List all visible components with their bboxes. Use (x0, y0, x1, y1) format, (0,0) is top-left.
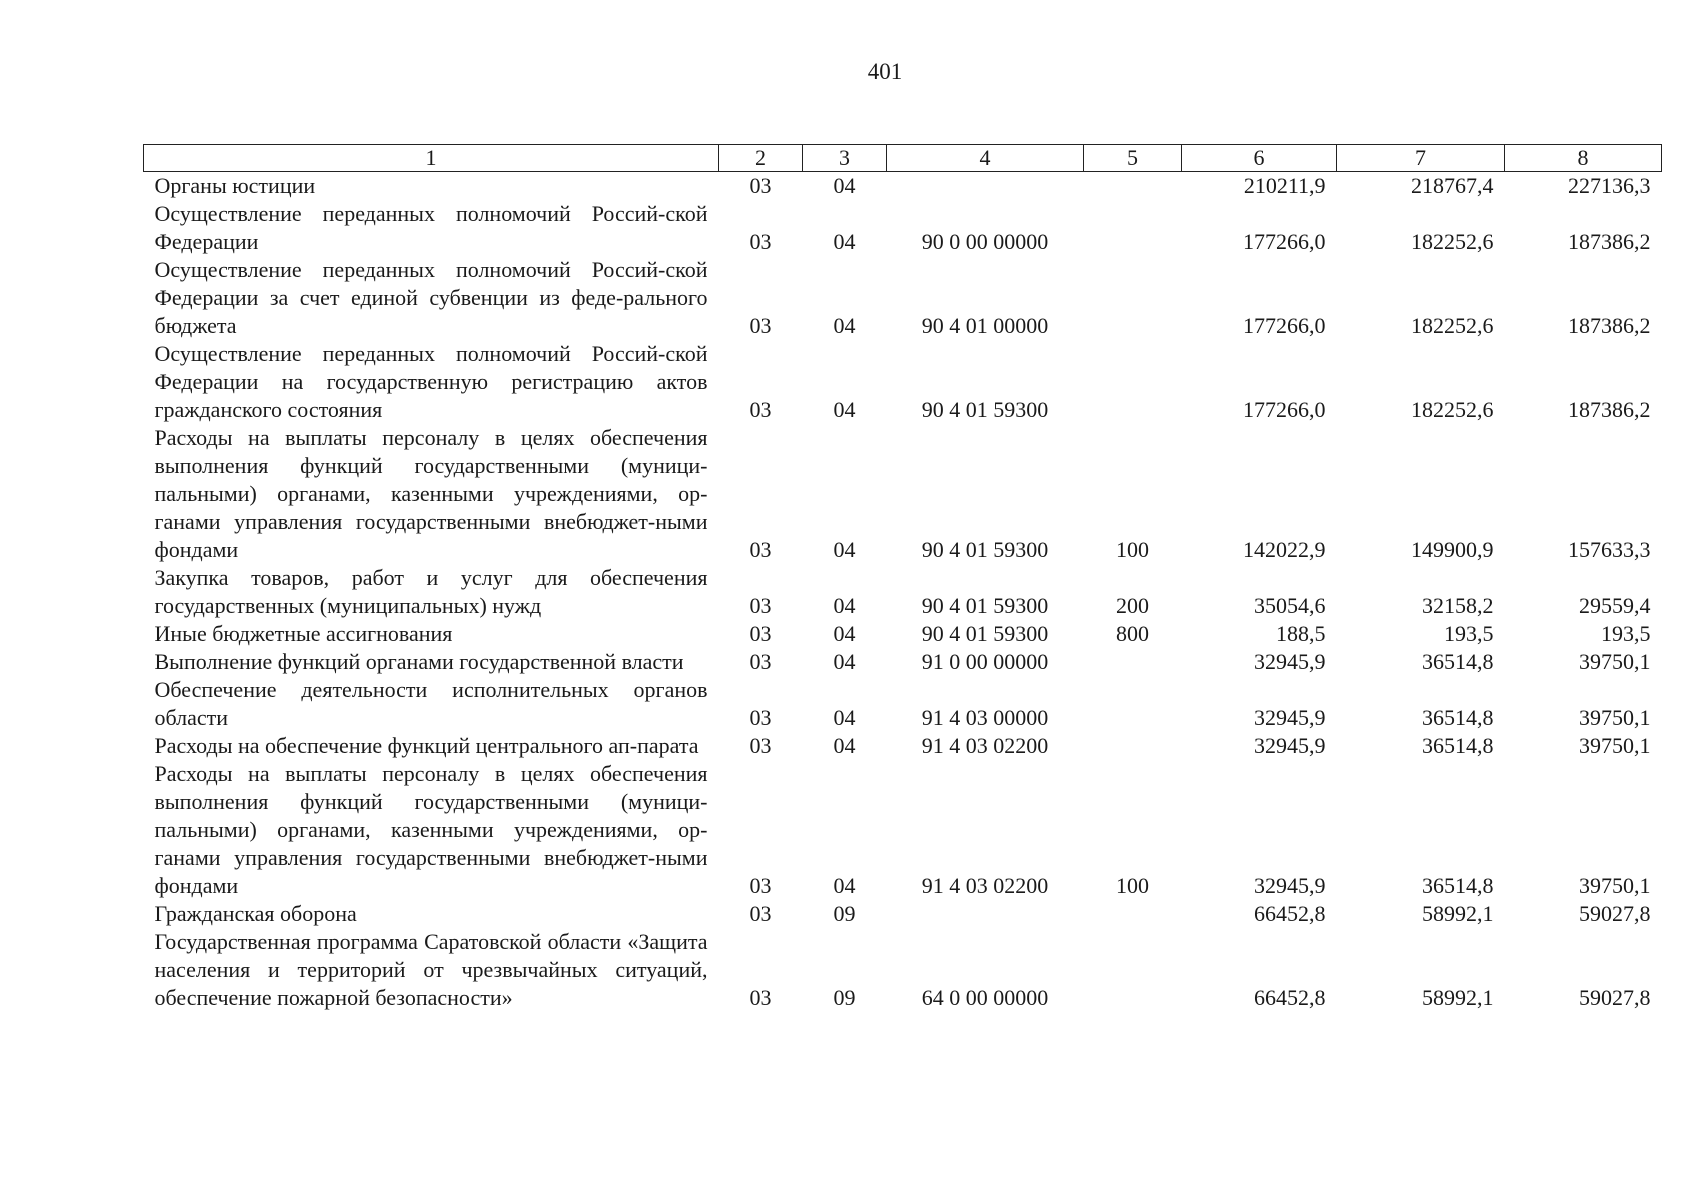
row-target-article (887, 900, 1084, 928)
table-row (144, 732, 1662, 760)
row-expense-type (1084, 676, 1182, 732)
header-col-2: 2 (719, 145, 803, 172)
table-row (144, 424, 1662, 564)
row-name: Расходы на выплаты персоналу в целях обеспечения выполнения функций государственными (муници-пальными) органами, казенными учреждениями, ор-ганами управления государственными внебюджет-ными фондами (154, 425, 708, 562)
row-name: Выполнение функций органами государственной власти (154, 649, 684, 674)
row-podrazdel: 04 (833, 621, 856, 646)
row-razdel: 03 (749, 733, 772, 758)
row-expense-type (1084, 732, 1182, 760)
row-amount-col7: 36514,8 (1422, 649, 1494, 674)
header-col-7: 7 (1337, 145, 1505, 172)
row-razdel: 03 (749, 901, 772, 926)
row-target-article (887, 172, 1084, 201)
row-name: Иные бюджетные ассигнования (154, 621, 453, 646)
row-expense-type: 100 (1116, 873, 1149, 898)
row-amount-col7: 193,5 (1444, 621, 1494, 646)
row-target-article: 90 4 01 00000 (921, 313, 1049, 338)
table-row (144, 928, 1662, 1012)
row-amount-col6: 142022,9 (1243, 537, 1326, 562)
row-amount-col6: 188,5 (1276, 621, 1326, 646)
row-podrazdel: 04 (833, 705, 856, 730)
row-amount-col7: 58992,1 (1422, 901, 1494, 926)
row-amount-col6: 32945,9 (1254, 873, 1326, 898)
row-podrazdel: 04 (833, 397, 856, 422)
row-amount-col7: 36514,8 (1422, 733, 1494, 758)
budget-table (143, 144, 1662, 1012)
row-amount-col8: 59027,8 (1579, 901, 1651, 926)
row-amount-col6: 66452,8 (1254, 985, 1326, 1010)
row-target-article: 91 4 03 02200 (921, 733, 1049, 758)
row-name: Осуществление переданных полномочий Россий-ской Федерации на государственную регистрацию актов гражданского состояния (154, 341, 708, 422)
row-target-article: 90 0 00 00000 (921, 229, 1049, 254)
row-razdel: 03 (749, 985, 772, 1010)
row-amount-col8: 29559,4 (1579, 593, 1651, 618)
row-podrazdel: 04 (833, 873, 856, 898)
header-col-3: 3 (803, 145, 887, 172)
row-razdel: 03 (749, 313, 772, 338)
row-name: Расходы на выплаты персоналу в целях обеспечения выполнения функций государственными (муници-пальными) органами, казенными учреждениями, ор-ганами управления государственными внебюджет-ными фондами (154, 761, 708, 898)
row-amount-col7: 182252,6 (1411, 313, 1494, 338)
row-amount-col6: 66452,8 (1254, 901, 1326, 926)
row-podrazdel: 04 (833, 313, 856, 338)
row-amount-col8: 157633,3 (1568, 537, 1651, 562)
row-name: Обеспечение деятельности исполнительных органов области (154, 677, 708, 730)
row-amount-col8: 187386,2 (1568, 397, 1651, 422)
row-amount-col7: 182252,6 (1411, 397, 1494, 422)
row-target-article: 90 4 01 59300 (921, 621, 1049, 646)
row-amount-col8: 39750,1 (1579, 705, 1651, 730)
table-row (144, 200, 1662, 256)
row-podrazdel: 04 (833, 537, 856, 562)
table-row (144, 564, 1662, 620)
row-podrazdel: 09 (833, 985, 856, 1010)
row-amount-col6: 177266,0 (1243, 229, 1326, 254)
table-row (144, 648, 1662, 676)
row-razdel: 03 (749, 229, 772, 254)
table-row (144, 900, 1662, 928)
row-target-article: 91 4 03 02200 (921, 873, 1049, 898)
row-name: Государственная программа Саратовской области «Защита населения и территорий от чрезвычайных ситуаций, обеспечение пожарной безопасности» (154, 929, 708, 1010)
header-col-1: 1 (144, 145, 719, 172)
table-row (144, 256, 1662, 340)
row-razdel: 03 (749, 173, 772, 198)
page-number: 401 (867, 59, 903, 84)
row-razdel: 03 (749, 705, 772, 730)
row-amount-col6: 32945,9 (1254, 649, 1326, 674)
row-amount-col6: 177266,0 (1243, 397, 1326, 422)
header-col-4: 4 (887, 145, 1084, 172)
row-expense-type: 200 (1116, 593, 1149, 618)
row-expense-type: 100 (1116, 537, 1149, 562)
row-amount-col8: 193,5 (1601, 621, 1651, 646)
row-podrazdel: 04 (833, 733, 856, 758)
row-name: Расходы на обеспечение функций центрального ап-парата (154, 733, 699, 758)
header-col-8: 8 (1505, 145, 1662, 172)
row-amount-col7: 36514,8 (1422, 705, 1494, 730)
row-amount-col7: 218767,4 (1411, 173, 1494, 198)
row-amount-col6: 32945,9 (1254, 705, 1326, 730)
row-target-article: 90 4 01 59300 (921, 397, 1049, 422)
table-row (144, 620, 1662, 648)
table-row (144, 172, 1662, 201)
table-row (144, 760, 1662, 900)
table-row (144, 340, 1662, 424)
row-target-article: 90 4 01 59300 (921, 593, 1049, 618)
row-razdel: 03 (749, 537, 772, 562)
header-row (144, 145, 1662, 172)
row-amount-col7: 32158,2 (1422, 593, 1494, 618)
row-razdel: 03 (749, 649, 772, 674)
row-amount-col8: 187386,2 (1568, 313, 1651, 338)
header-col-6: 6 (1182, 145, 1337, 172)
row-expense-type (1084, 340, 1182, 424)
row-podrazdel: 09 (833, 901, 856, 926)
row-amount-col8: 39750,1 (1579, 649, 1651, 674)
row-expense-type (1084, 256, 1182, 340)
row-amount-col8: 39750,1 (1579, 873, 1651, 898)
row-amount-col6: 210211,9 (1243, 173, 1326, 198)
row-name: Гражданская оборона (154, 901, 357, 926)
row-amount-col7: 149900,9 (1411, 537, 1494, 562)
row-expense-type (1084, 928, 1182, 1012)
row-amount-col6: 35054,6 (1254, 593, 1326, 618)
row-expense-type (1084, 172, 1182, 201)
row-amount-col6: 177266,0 (1243, 313, 1326, 338)
row-amount-col8: 39750,1 (1579, 733, 1651, 758)
row-name: Осуществление переданных полномочий Россий-ской Федерации (154, 201, 708, 254)
row-expense-type (1084, 648, 1182, 676)
row-podrazdel: 04 (833, 649, 856, 674)
row-name: Осуществление переданных полномочий Россий-ской Федерации за счет единой субвенции из феде-рального бюджета (154, 257, 708, 338)
row-target-article: 64 0 00 00000 (921, 985, 1049, 1010)
row-expense-type (1084, 200, 1182, 256)
table-row (144, 676, 1662, 732)
row-amount-col8: 187386,2 (1568, 229, 1651, 254)
row-name: Органы юстиции (154, 173, 316, 198)
table-header (144, 145, 1662, 172)
row-razdel: 03 (749, 397, 772, 422)
row-amount-col7: 58992,1 (1422, 985, 1494, 1010)
table-body (144, 172, 1662, 1013)
row-target-article: 91 4 03 00000 (921, 705, 1049, 730)
row-expense-type (1084, 900, 1182, 928)
row-amount-col7: 182252,6 (1411, 229, 1494, 254)
row-podrazdel: 04 (833, 229, 856, 254)
row-amount-col7: 36514,8 (1422, 873, 1494, 898)
row-target-article: 91 0 00 00000 (921, 649, 1049, 674)
row-amount-col8: 227136,3 (1568, 173, 1651, 198)
row-expense-type: 800 (1116, 621, 1149, 646)
row-razdel: 03 (749, 873, 772, 898)
row-razdel: 03 (749, 593, 772, 618)
row-razdel: 03 (749, 621, 772, 646)
row-amount-col6: 32945,9 (1254, 733, 1326, 758)
row-podrazdel: 04 (833, 593, 856, 618)
row-target-article: 90 4 01 59300 (921, 537, 1049, 562)
row-amount-col8: 59027,8 (1579, 985, 1651, 1010)
header-col-5: 5 (1084, 145, 1182, 172)
row-name: Закупка товаров, работ и услуг для обеспечения государственных (муниципальных) нужд (154, 565, 708, 618)
row-podrazdel: 04 (833, 173, 856, 198)
